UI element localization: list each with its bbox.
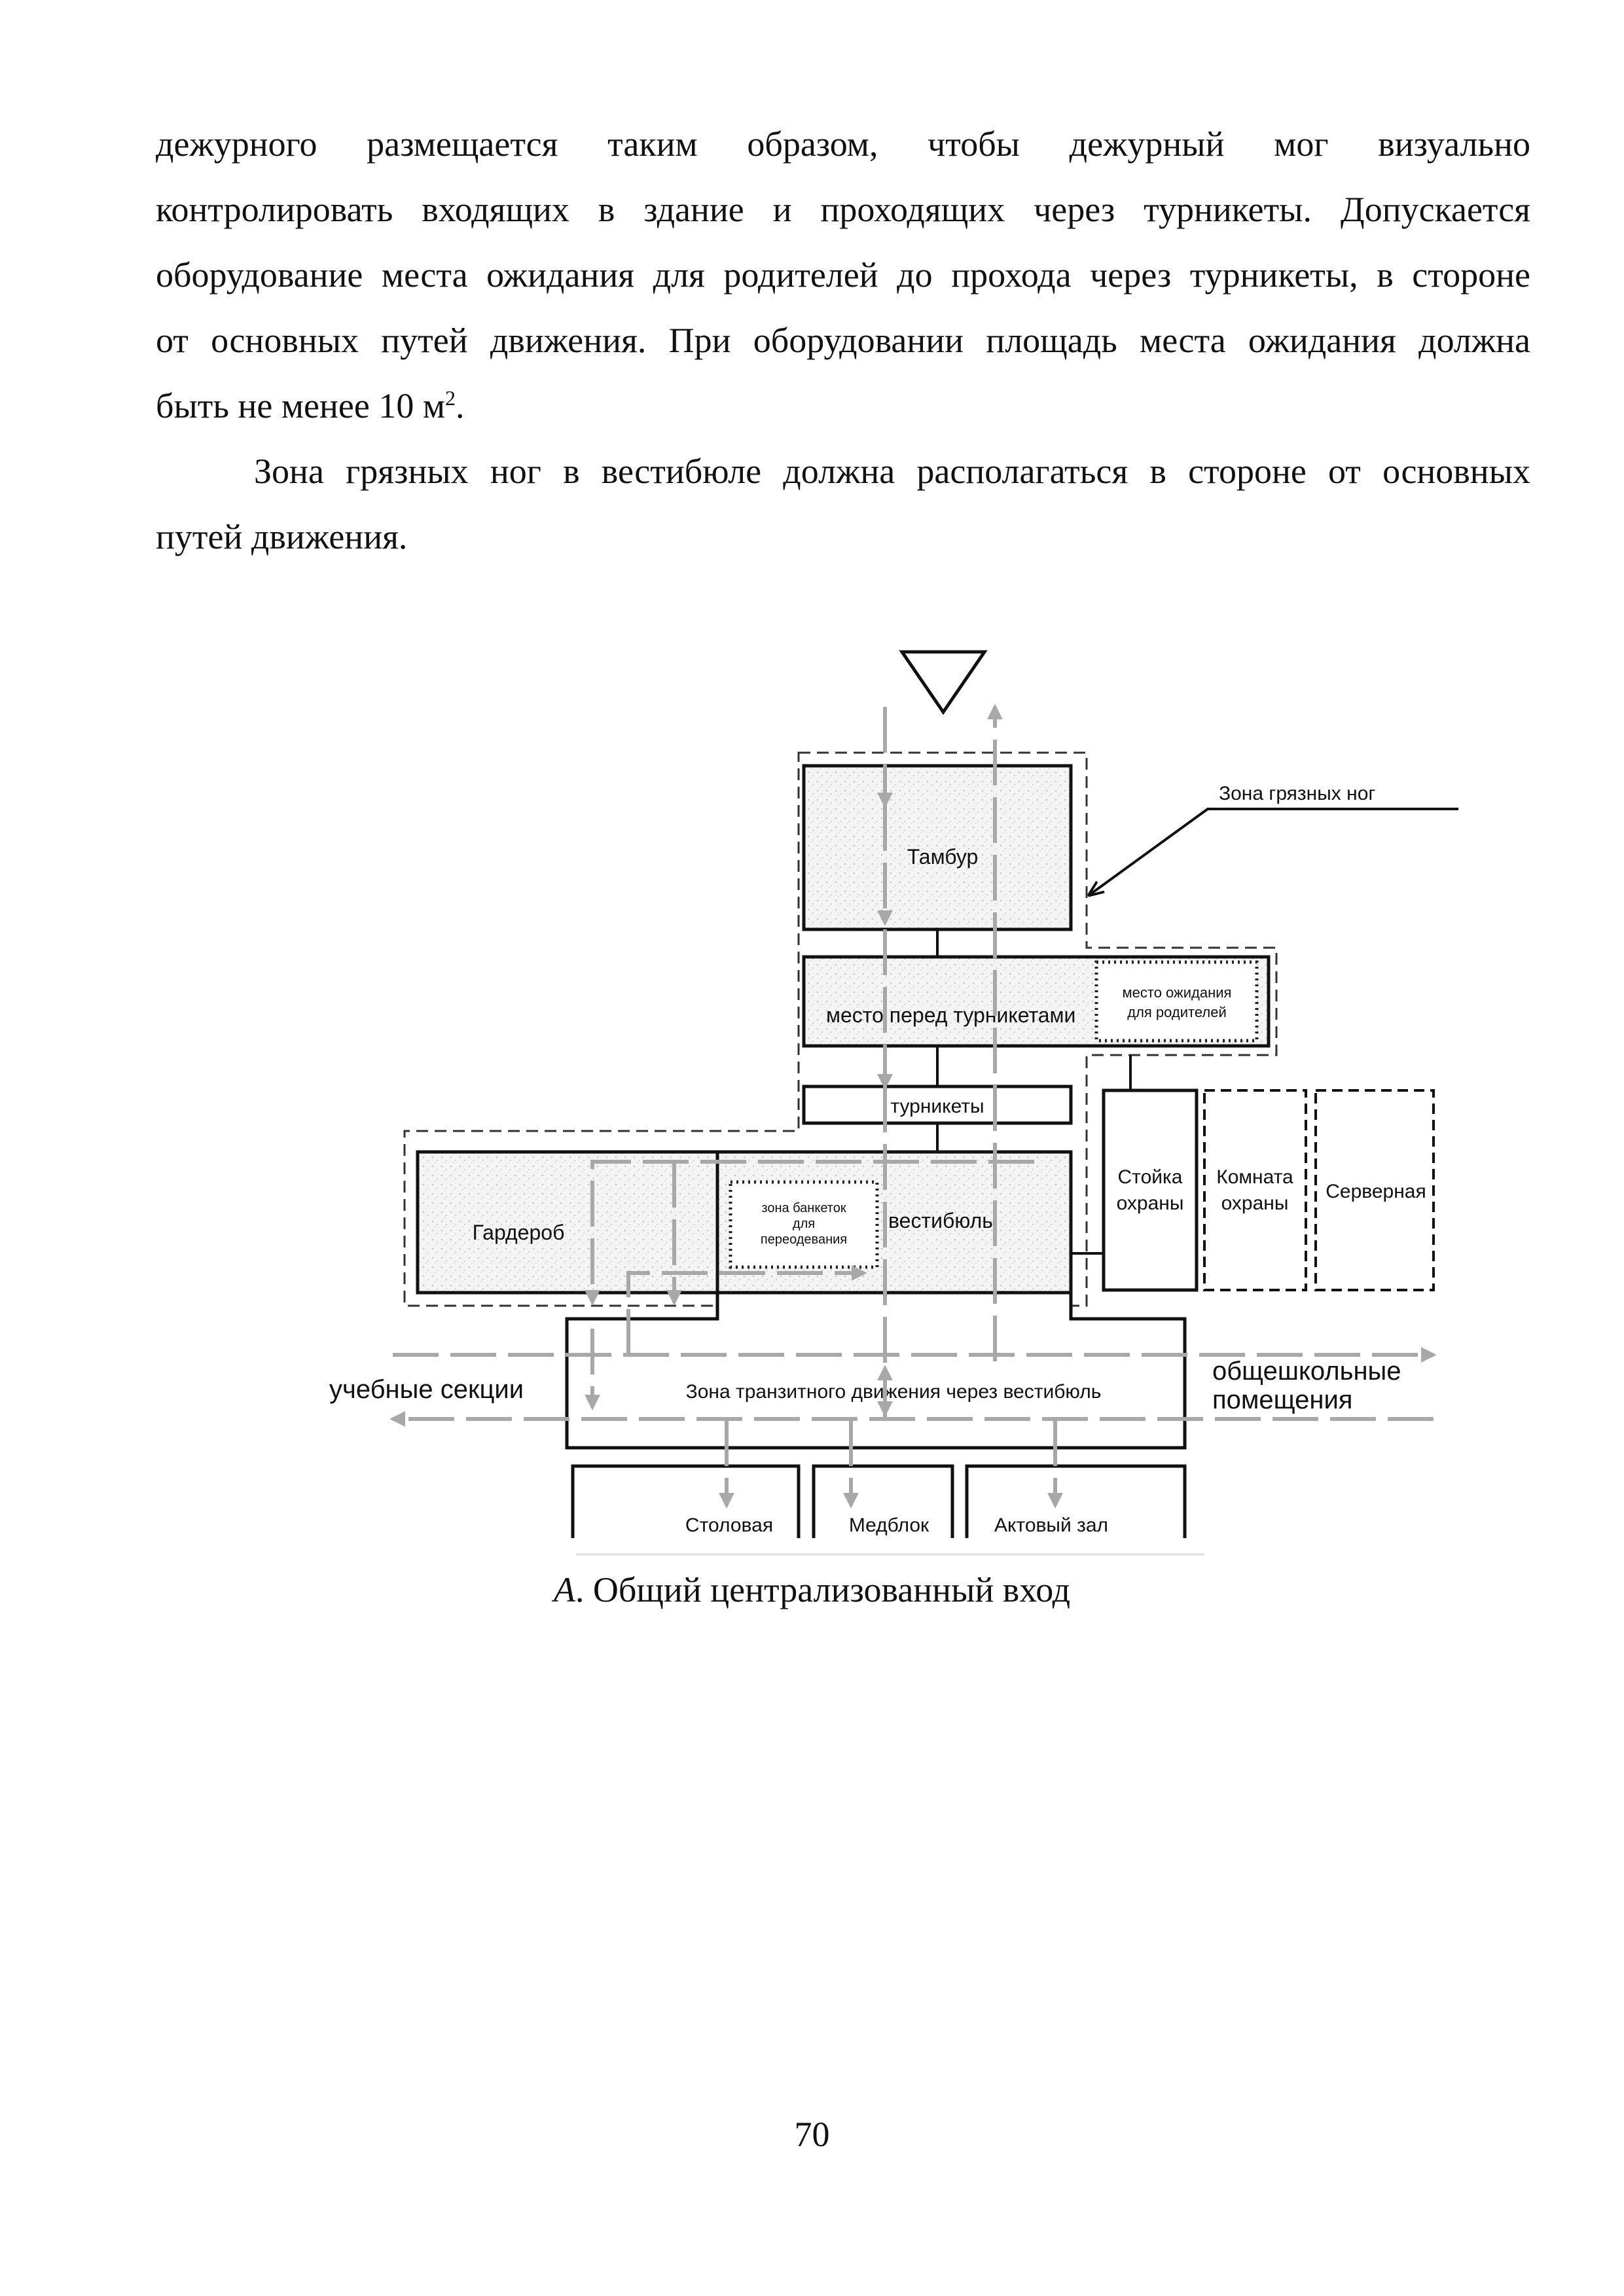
body-text <box>156 111 1530 569</box>
figure-caption <box>0 1570 1624 1610</box>
entrance-diagram <box>0 628 1624 1564</box>
transit-zone <box>567 1293 1185 1448</box>
canteen-label: Столовая <box>685 1515 774 1536</box>
tambur-label: Тамбур <box>907 845 979 869</box>
paragraph-1-line-4: от основных путей движения. При оборудовании площадь места ожидания должна <box>156 321 1530 360</box>
transit-zone-label: Зона транзитного движения через вестибюль <box>685 1381 1102 1403</box>
waiting-label-line1: место ожидания <box>1122 984 1232 1001</box>
caption-letter: А <box>553 1570 575 1609</box>
page-number: 70 <box>794 2115 830 2154</box>
guard-room <box>1204 1090 1306 1290</box>
medical-label: Медблок <box>848 1515 929 1536</box>
server-room-label: Серверная <box>1326 1181 1426 1202</box>
area-superscript: 2 <box>445 386 456 410</box>
paragraph-1-line-3: оборудование места ожидания для родителей до прохода через турникеты, в стороне <box>156 255 1530 295</box>
paragraph-1-line-5 <box>156 373 1530 439</box>
vestibule-label: вестибюль <box>888 1209 993 1232</box>
turnstiles-label: турникеты <box>890 1096 984 1117</box>
guard-post-room <box>1104 1090 1197 1290</box>
paragraph-1-line-2: контролировать входящих в здание и проходящих через турникеты. Допускается <box>156 190 1530 229</box>
caption-text: . Общий централизованный вход <box>575 1570 1071 1609</box>
guard-post-label-line1: Стойка <box>1117 1166 1183 1188</box>
guard-room-label-line1: Комната <box>1216 1166 1293 1188</box>
paragraph-1-line-1: дежурного размещается таким образом, чтобы дежурный мог визуально <box>156 124 1530 164</box>
bench-label-line3: переодевания <box>760 1232 848 1247</box>
common-rooms-label-line2: помещения <box>1212 1386 1353 1414</box>
before-turnstiles-label: место перед турникетами <box>826 1003 1076 1027</box>
waiting-label-line2: для родителей <box>1127 1004 1227 1020</box>
study-sections-label: учебные секции <box>329 1375 524 1404</box>
area-period: . <box>456 386 465 425</box>
common-rooms-label-line1: общешкольные <box>1212 1357 1401 1386</box>
wardrobe-label: Гардероб <box>472 1221 565 1244</box>
bench-label-line2: для <box>792 1217 816 1231</box>
entrance-triangle <box>902 652 984 712</box>
paragraph-2-line-2: путей движения. <box>156 517 408 556</box>
dirty-zone-pointer <box>1091 809 1458 894</box>
bench-label-line1: зона банкеток <box>761 1201 846 1215</box>
dirty-zone-label: Зона грязных ног <box>1219 783 1376 804</box>
paragraph-2-line-1: Зона грязных ног в вестибюле должна располагаться в стороне от основных <box>254 452 1530 491</box>
assembly-hall-label: Актовый зал <box>994 1515 1109 1536</box>
waiting-area <box>1096 962 1257 1041</box>
guard-post-label-line2: охраны <box>1116 1193 1184 1214</box>
guard-room-label-line2: охраны <box>1221 1193 1289 1214</box>
area-text: быть не менее 10 м <box>156 386 445 425</box>
